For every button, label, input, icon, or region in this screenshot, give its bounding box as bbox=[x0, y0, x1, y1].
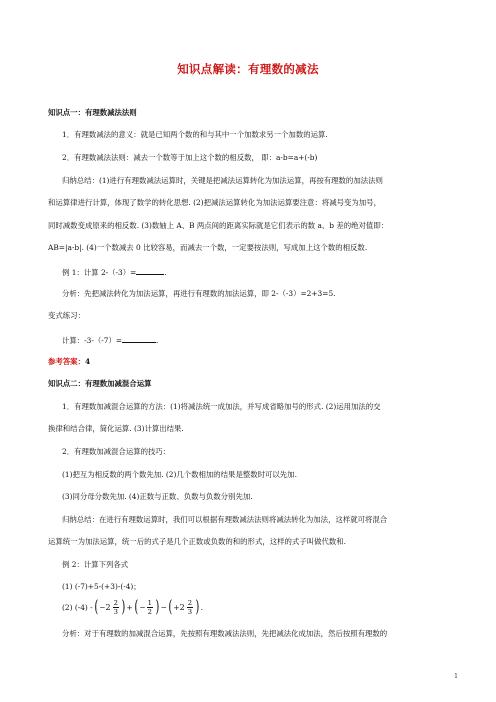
example-2-item-2 bbox=[62, 596, 203, 618]
example-1-analysis: 分析：先把减法转化为加法运算，再进行有理数的加法运算，即 2-（-3）=2+3=5. bbox=[62, 289, 336, 298]
paragraph: AB=|a-b|. (4)一个数减去 0 比较容易，而减去一个数，一定要按法则，写成加上这个数的相反数. bbox=[48, 243, 368, 252]
term-sign: + bbox=[173, 602, 180, 612]
example-2-heading: 例 2：计算下列各式 bbox=[62, 560, 129, 569]
close-paren: ) bbox=[155, 596, 160, 617]
fraction bbox=[147, 599, 153, 616]
term-sign: − bbox=[99, 602, 106, 612]
example-2-item-1: (1) (-7)+5-(+3)-(-4)； bbox=[62, 582, 141, 591]
paragraph: 1．有理数减法的意义：就是已知两个数的和与其中一个加数求另一个加数的运算. bbox=[62, 130, 328, 139]
example-1-question: 例 1：计算 2-（-3）= . bbox=[62, 268, 167, 277]
answer-blank bbox=[122, 334, 156, 343]
denominator: 3 bbox=[113, 607, 118, 616]
variation-heading: 变式练习： bbox=[48, 311, 85, 320]
open-paren: ( bbox=[93, 596, 98, 617]
variation-text: 计算：-3-（-7）= bbox=[62, 336, 123, 345]
fraction bbox=[113, 599, 119, 616]
paragraph: 1．有理数加减混合运算的方法：(1)将减法统一成加法，并写成省略加号的形式. (2)运用加法的交 bbox=[62, 402, 381, 411]
denominator: 2 bbox=[147, 607, 152, 616]
expression-end: . bbox=[200, 602, 204, 612]
close-paren: ) bbox=[121, 596, 126, 617]
operator: − bbox=[160, 602, 167, 612]
paragraph: (3)同分母分数先加. (4)正数与正数、负数与负数分别先加. bbox=[62, 492, 253, 501]
term-whole: 2 bbox=[105, 602, 111, 612]
term-whole: 2 bbox=[179, 602, 185, 612]
paragraph: 归纳总结：(1)进行有理数减法运算时，关键是把减法运算转化为加法运算，再按有理数的加法法则 bbox=[62, 176, 383, 185]
example-text: 例 1：计算 2-（-3）= bbox=[62, 268, 137, 277]
page-title: 知识点解读：有理数的减法 bbox=[177, 62, 319, 76]
section-heading-2: 知识点二：有理数加减混合运算 bbox=[48, 379, 152, 388]
numerator: 2 bbox=[187, 598, 193, 607]
numerator: 2 bbox=[113, 598, 118, 607]
fraction bbox=[187, 599, 193, 616]
denominator: 3 bbox=[187, 607, 193, 616]
answer-blank bbox=[136, 266, 164, 275]
variation-question: 计算：-3-（-7）= . bbox=[62, 336, 159, 345]
close-paren: ) bbox=[195, 596, 200, 617]
term-sign: − bbox=[139, 602, 146, 612]
section-heading-1: 知识点一：有理数减法法则 bbox=[48, 108, 137, 117]
paragraph: 2．有理数减法法则：减去一个数等于加上这个数的相反数， 即：a-b=a+(-b) bbox=[62, 153, 318, 162]
example-2-analysis: 分析：对于有理数的加减混合运算，先按照有理数减法法则，先把减法化成加法，然后按照有理数的 bbox=[62, 629, 388, 638]
numerator: 1 bbox=[147, 598, 152, 607]
expression-prefix: (2) (-4) - bbox=[62, 602, 93, 612]
paragraph: 归纳总结：在进行有理数运算时，我们可以根据有理数减法法则将减法转化为加法，这样就可将混合 bbox=[62, 515, 388, 524]
answer-value: 4 bbox=[84, 357, 91, 366]
answer-line bbox=[48, 357, 458, 367]
open-paren: ( bbox=[134, 596, 139, 617]
paragraph: 换律和结合律，简化运算. (3)计算出结果. bbox=[48, 424, 184, 433]
operator: + bbox=[126, 602, 133, 612]
paragraph: (1)把互为相反数的两个数先加. (2)几个数相加的结果是整数时可以先加. bbox=[62, 470, 297, 479]
page-number: 1 bbox=[454, 673, 458, 680]
paragraph: 2．有理数加减混合运算的技巧： bbox=[62, 447, 171, 456]
open-paren: ( bbox=[168, 596, 173, 617]
paragraph: 运算统一为加法运算，统一后的式子是几个正数或负数的和的形式，这样的式子叫做代数和. bbox=[48, 537, 346, 546]
answer-label: 参考答案： bbox=[48, 357, 85, 366]
paragraph: 同时减数变成原来的相反数. (3)数轴上 A、B 两点间的距离实际就是它们表示的数 a、b 差的绝对值即： bbox=[48, 221, 389, 230]
paragraph: 和运算律进行计算，体现了数学的转化思想. (2)把减法运算转化为加法运算要注意：将减号变为加号， bbox=[48, 198, 381, 207]
